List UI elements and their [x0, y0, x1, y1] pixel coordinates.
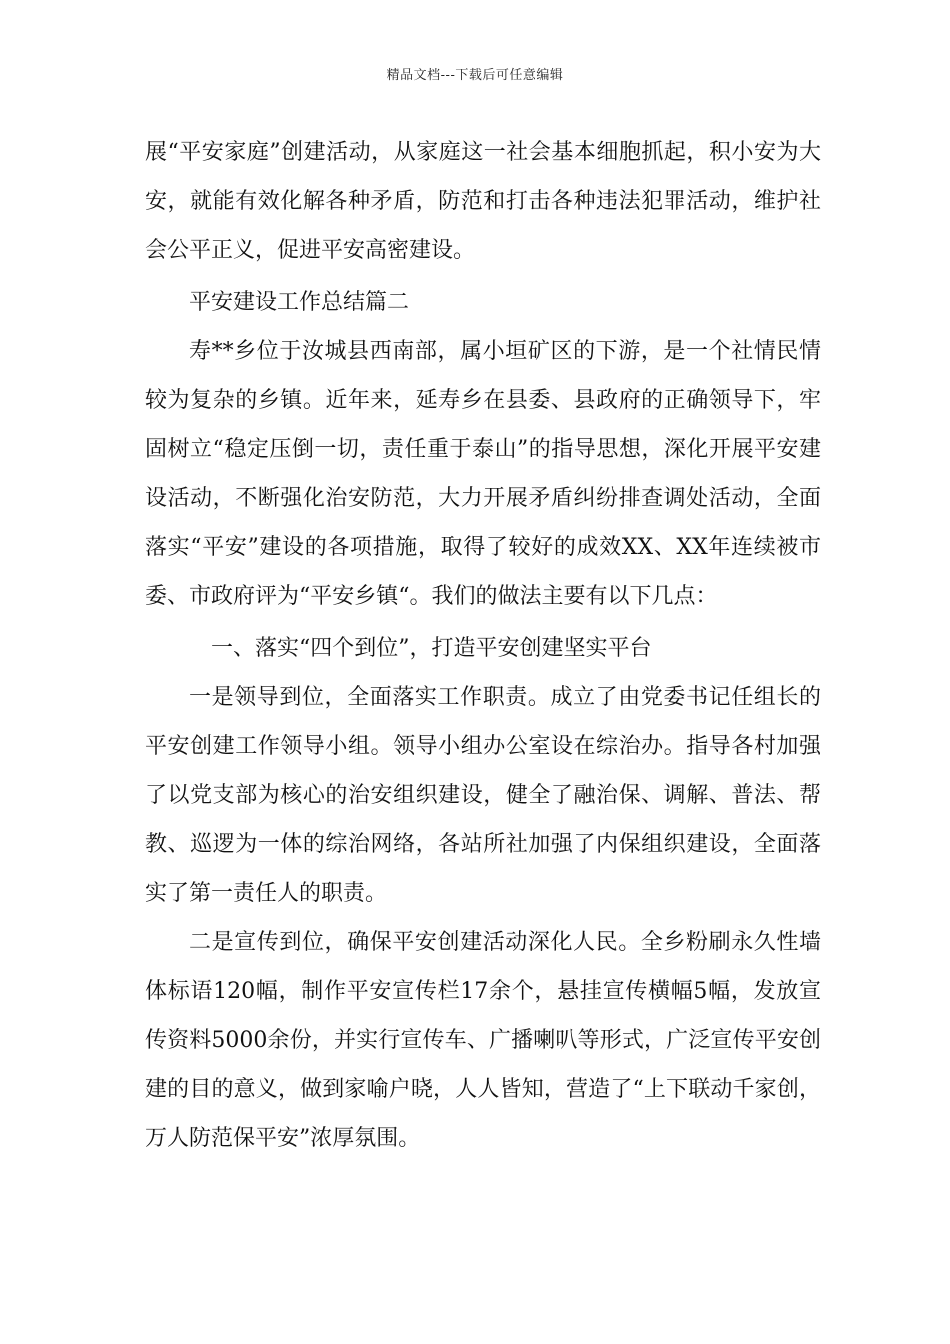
- section-title: 平安建设工作总结篇二: [189, 290, 410, 315]
- paragraph-continuation: 展“平安家庭”创建活动，从家庭这一社会基本细胞抓起，积小安为大安，就能有效化解各种矛盾，防范和打击各种违法犯罪活动，维护社会公平正义，促进平安高密建设。: [145, 140, 821, 263]
- page-header: 精品文档---下载后可任意编辑: [386, 68, 564, 83]
- section-heading-1: 一、落实“四个到位”，打造平安创建坚实平台: [211, 636, 652, 661]
- paragraph-intro: 寿**乡位于汝城县西南部，属小垣矿区的下游，是一个社情民情较为复杂的乡镇。近年来，延寿乡在县委、县政府的正确领导下，牢固树立“稳定压倒一切，责任重于泰山”的指导思想，深化开展平安建设活动，不断强化治安防范，大力开展矛盾纠纷排查调处活动，全面落实“平安”建设的各项措施，取得了较好的成效XX、XX年连续被市委、市政府评为“平安乡镇“。我们的做法主要有以下几点：: [145, 339, 821, 609]
- paragraph-publicity: 二是宣传到位，确保平安创建活动深化人民。全乡粉刷永久性墙体标语120幅，制作平安宣传栏17余个，悬挂宣传横幅5幅，发放宣传资料5000余份，并实行宣传车、广播喇叭等形式，广泛宣传平安创建的目的意义，做到家喻户晓，人人皆知，营造了“上下联动千家创，万人防范保平安”浓厚氛围。: [145, 930, 821, 1151]
- paragraph-leadership: 一是领导到位，全面落实工作职责。成立了由党委书记任组长的平安创建工作领导小组。领导小组办公室设在综治办。指导各村加强了以党支部为核心的治安组织建设，健全了融治保、调解、普法、帮教、巡逻为一体的综治网络，各站所社加强了内保组织建设，全面落实了第一责任人的职责。: [145, 685, 821, 906]
- document-body: [145, 128, 821, 1163]
